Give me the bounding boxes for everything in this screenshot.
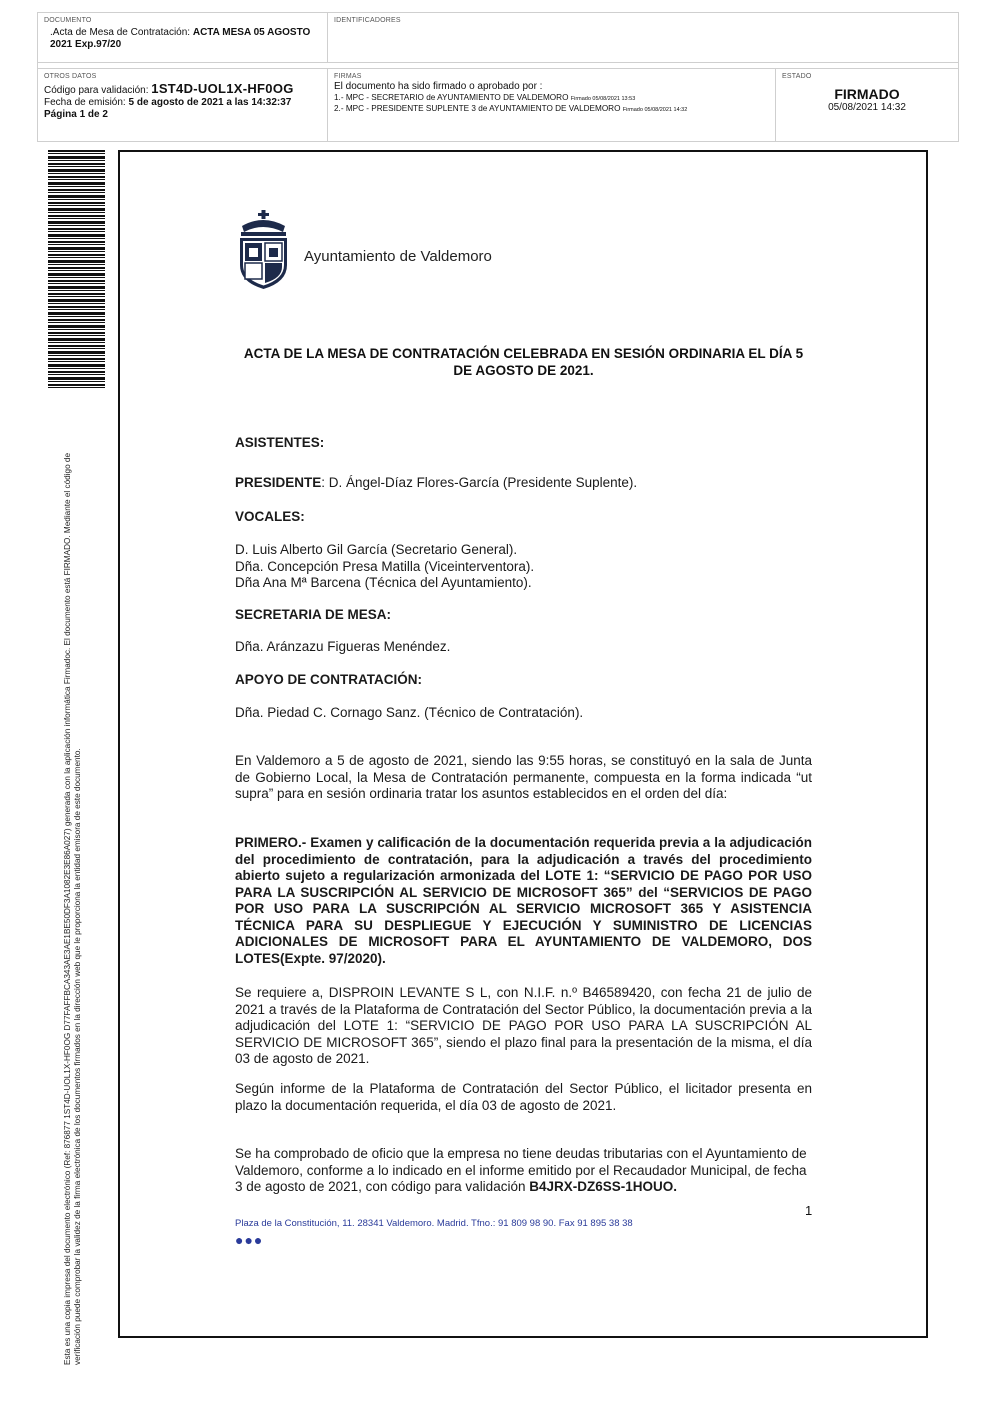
informe-paragraph: Según informe de la Plataforma de Contratación del Sector Público, el licitador presenta en plazo la documentación requerida, el día 03 de agosto de 2021. bbox=[235, 1081, 812, 1113]
asistentes-heading: ASISTENTES: bbox=[235, 435, 325, 450]
presidente-line bbox=[235, 475, 812, 492]
document-title: ACTA DE LA MESA DE CONTRATACIÓN CELEBRADA EN SESIÓN ORDINARIA EL DÍA 5 DE AGOSTO DE 2021. bbox=[243, 346, 804, 378]
vocal-item: Dña. Concepción Presa Matilla (Viceinterventora). bbox=[235, 558, 535, 574]
footer-dots: ●●● bbox=[235, 1232, 264, 1248]
firma-1: 1.- MPC - SECRETARIO de AYUNTAMIENTO DE VALDEMORO Firmado 05/08/2021 13:53 bbox=[334, 93, 636, 102]
comprobado-code: B4JRX-DZ6SS-1HOUO. bbox=[529, 1179, 678, 1194]
fecha-emision: Fecha de emisión: 5 de agosto de 2021 a las 14:32:37 bbox=[44, 97, 292, 108]
documento-cell bbox=[38, 13, 328, 63]
org-name: Ayuntamiento de Valdemoro bbox=[304, 248, 492, 265]
requiere-paragraph: Se requiere a, DISPROIN LEVANTE S L, con N.I.F. n.º B46589420, con fecha 21 de julio de 2021 a través de la Plataforma de Contratación del Sector Público, la documentación previa a la adjudicación del LOTE 1: “SERVICIO DE PAGO POR USO PARA LA SUSCRIPCIÓN AL SERVICIO DE MICROSOFT 365”, siendo el plazo final para la presentación de la misma, el día 03 de agosto de 2021. bbox=[235, 985, 812, 1066]
pagina-indicator: Página 1 de 2 bbox=[44, 109, 108, 120]
firma-2: 2.- MPC - PRESIDENTE SUPLENTE 3 de AYUNTAMIENTO DE VALDEMORO Firmado 05/08/2021 14:32 bbox=[334, 104, 688, 113]
intro-paragraph: En Valdemoro a 5 de agosto de 2021, siendo las 9:55 horas, se constituyó en la sala de Junta de Gobierno Local, la Mesa de Contratación permanente, compuesta en la forma indicada “ut supra” para en sesión ordinaria tratar los asuntos establecidos en el orden del día: bbox=[235, 753, 812, 801]
vocal-item: D. Luis Alberto Gil García (Secretario General). bbox=[235, 542, 518, 557]
documento-label: DOCUMENTO bbox=[44, 17, 92, 24]
presidente-label: PRESIDENTE bbox=[235, 475, 322, 490]
codigo-validacion-value: 1ST4D-UOL1X-HF0OG bbox=[151, 81, 294, 96]
vocales-list bbox=[235, 542, 812, 592]
identificadores-cell bbox=[328, 13, 958, 63]
firmas-intro: El documento ha sido firmado o aprobado por : bbox=[334, 81, 543, 92]
footer-address: Plaza de la Constitución, 11. 28341 Valdemoro. Madrid. Tfno.: 91 809 98 90. Fax 91 895 38 38 bbox=[235, 1218, 633, 1229]
otros-datos-label: OTROS DATOS bbox=[44, 73, 97, 80]
comprobado-paragraph: Se ha comprobado de oficio que la empresa no tiene deudas tributarias con el Ayuntamiento de Valdemoro, conforme a lo indicado en el informe emitido por el Recaudador Municipal, de fecha 3 de agosto de 2021, con código para validación B4JRX-DZ6SS-1HOUO. bbox=[235, 1146, 807, 1194]
estado-label: ESTADO bbox=[782, 73, 812, 80]
barcode bbox=[48, 150, 105, 390]
documento-value: .Acta de Mesa de Contratación: ACTA MESA 05 AGOSTO 2021 Exp.97/20 bbox=[50, 27, 311, 50]
estado-date: 05/08/2021 14:32 bbox=[828, 102, 906, 113]
side-verification-text: Esta es una copia impresa del documento electrónico (Ref: 876877 1ST4D-UOL1X-HF0OG D77FAFFBCA343AE3AE1BE50DF3A1082E3E86A027) generada con la aplicación informática Firmadoc. El documento está FIRMADO. Mediante el código de verificación puede comprobar la validez de la firma electrónica de los documentos firmados en la dirección web que le proporciona la entidad emisora de este documento. bbox=[63, 452, 82, 1365]
signature-header bbox=[37, 12, 959, 142]
apoyo-heading: APOYO DE CONTRATACIÓN: bbox=[235, 672, 422, 687]
primero-paragraph: PRIMERO.- Examen y calificación de la documentación requerida previa a la adjudicación del procedimiento de contratación, para la adjudicación a través del procedimiento abierto sujeto a regularización armonizada del LOTE 1: “SERVICIO DE PAGO POR USO PARA LA SUSCRIPCIÓN AL SERVICIO DE MICROSOFT 365” del “SERVICIOS DE PAGO POR USO PARA LA SUSCRIPCIÓN AL SERVICIO MICROSOFT 365 Y ASISTENCIA TÉCNICA PARA SU DESPLIEGUE Y EJECUCIÓN Y SUMINISTRO DE LICENCIAS ADICIONALES DE MICROSOFT PARA EL AYUNTAMIENTO DE VALDEMORO, DOS LOTES(Expte. 97/2020). bbox=[235, 835, 812, 966]
secretaria-value: Dña. Aránzazu Figueras Menéndez. bbox=[235, 639, 451, 654]
estado-cell bbox=[776, 68, 958, 141]
identificadores-label: IDENTIFICADORES bbox=[334, 17, 401, 24]
firmas-label: FIRMAS bbox=[334, 73, 362, 80]
firmas-cell bbox=[328, 68, 776, 141]
presidente-value: : D. Ángel-Díaz Flores-García (Presidente Suplente). bbox=[321, 475, 638, 490]
page-number: 1 bbox=[805, 1203, 813, 1218]
codigo-validacion: Código para validación: 1ST4D-UOL1X-HF0OG bbox=[44, 81, 294, 96]
apoyo-value: Dña. Piedad C. Cornago Sanz. (Técnico de Contratación). bbox=[235, 705, 584, 720]
otros-datos-cell bbox=[38, 68, 328, 141]
estado-value: FIRMADO bbox=[834, 86, 900, 102]
secretaria-heading: SECRETARIA DE MESA: bbox=[235, 607, 392, 622]
coat-of-arms-logo bbox=[236, 210, 291, 290]
vocales-heading: VOCALES: bbox=[235, 509, 305, 524]
vocal-item: Dña Ana Mª Barcena (Técnica del Ayuntamiento). bbox=[235, 575, 532, 590]
